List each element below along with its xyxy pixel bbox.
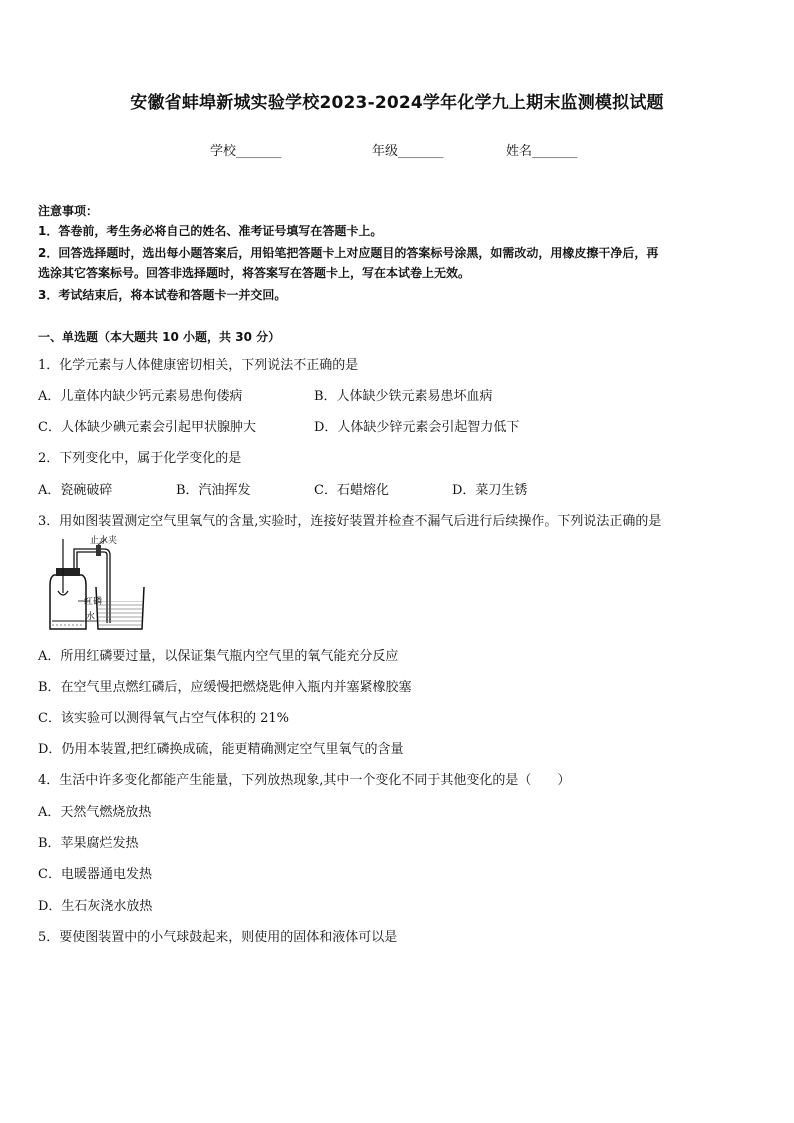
name-field: 姓名_______ <box>506 144 578 159</box>
label-water: 水 <box>86 612 96 622</box>
notice-item-2-cont: 选涂其它答案标号。回答非选择题时，将答案写在答题卡上，写在本试卷上无效。 <box>38 266 471 280</box>
question-1-option-c: C．人体缺少碘元素会引起甲状腺肿大 <box>38 420 256 435</box>
notice-heading: 注意事项： <box>38 204 99 218</box>
question-2-option-a: A．瓷碗破碎 <box>38 483 113 498</box>
question-2-option-b: B．汽油挥发 <box>176 483 251 498</box>
question-3-option-d: D．仍用本装置,把红磷换成硫，能更精确测定空气里氧气的含量 <box>38 742 404 757</box>
rubber-stopper <box>56 568 80 576</box>
notice-item-3: 3．考试结束后，将本试卷和答题卡一并交回。 <box>38 288 287 302</box>
question-3-option-a: A．所用红磷要过量，以保证集气瓶内空气里的氧气能充分反应 <box>38 649 399 664</box>
question-3-stem: 3．用如图装置测定空气里氧气的含量,实验时，连接好装置并检查不漏气后进行后续操作。下列说法正确的是 <box>38 514 662 529</box>
label-clamp: 止水夹 <box>90 536 118 546</box>
label-phosphorus: 红磷 <box>84 597 103 607</box>
beaker-water <box>98 601 142 628</box>
page-title: 安徽省蚌埠新城实验学校2023-2024学年化学九上期末监测模拟试题 <box>130 93 664 113</box>
question-3-option-b: B．在空气里点燃红磷后，应缓慢把燃烧匙伸入瓶内并塞紧橡胶塞 <box>38 680 412 695</box>
question-1-option-b: B．人体缺少铁元素易患坏血病 <box>314 389 493 404</box>
question-2-option-c: C．石蜡熔化 <box>314 483 389 498</box>
school-field: 学校_______ <box>210 144 282 159</box>
clamp-icon <box>96 545 101 556</box>
question-4-option-c: C．电暖器通电发热 <box>38 867 152 882</box>
section-heading: 一、单选题（本大题共 10 小题，共 30 分） <box>38 330 281 344</box>
grade-field: 年级_______ <box>372 144 444 159</box>
question-2-option-d: D．菜刀生锈 <box>452 483 528 498</box>
question-4-option-a: A．天然气燃烧放热 <box>38 805 152 820</box>
question-1-option-d: D．人体缺少锌元素会引起智力低下 <box>314 420 520 435</box>
question-5-stem: 5．要使图装置中的小气球鼓起来，则使用的固体和液体可以是 <box>38 930 398 945</box>
question-4-option-b: B．苹果腐烂发热 <box>38 836 139 851</box>
apparatus-figure <box>40 535 160 635</box>
question-2-stem: 2．下列变化中，属于化学变化的是 <box>38 451 242 466</box>
question-3-option-c: C．该实验可以测得氧气占空气体积的 21% <box>38 711 289 726</box>
notice-item-2: 2．回答选择题时，选出每小题答案后，用铅笔把答题卡上对应题目的答案标号涂黑，如需改动，用橡皮擦干净后，再 <box>38 246 659 260</box>
question-1-stem: 1．化学元素与人体健康密切相关，下列说法不正确的是 <box>38 358 359 373</box>
notice-item-1: 1．答卷前，考生务必将自己的姓名、准考证号填写在答题卡上。 <box>38 224 383 238</box>
question-4-option-d: D．生石灰浇水放热 <box>38 899 153 914</box>
question-1-option-a: A．儿童体内缺少钙元素易患佝偻病 <box>38 389 243 404</box>
question-4-stem: 4．生活中许多变化都能产生能量，下列放热现象,其中一个变化不同于其他变化的是（ ） <box>38 773 571 788</box>
